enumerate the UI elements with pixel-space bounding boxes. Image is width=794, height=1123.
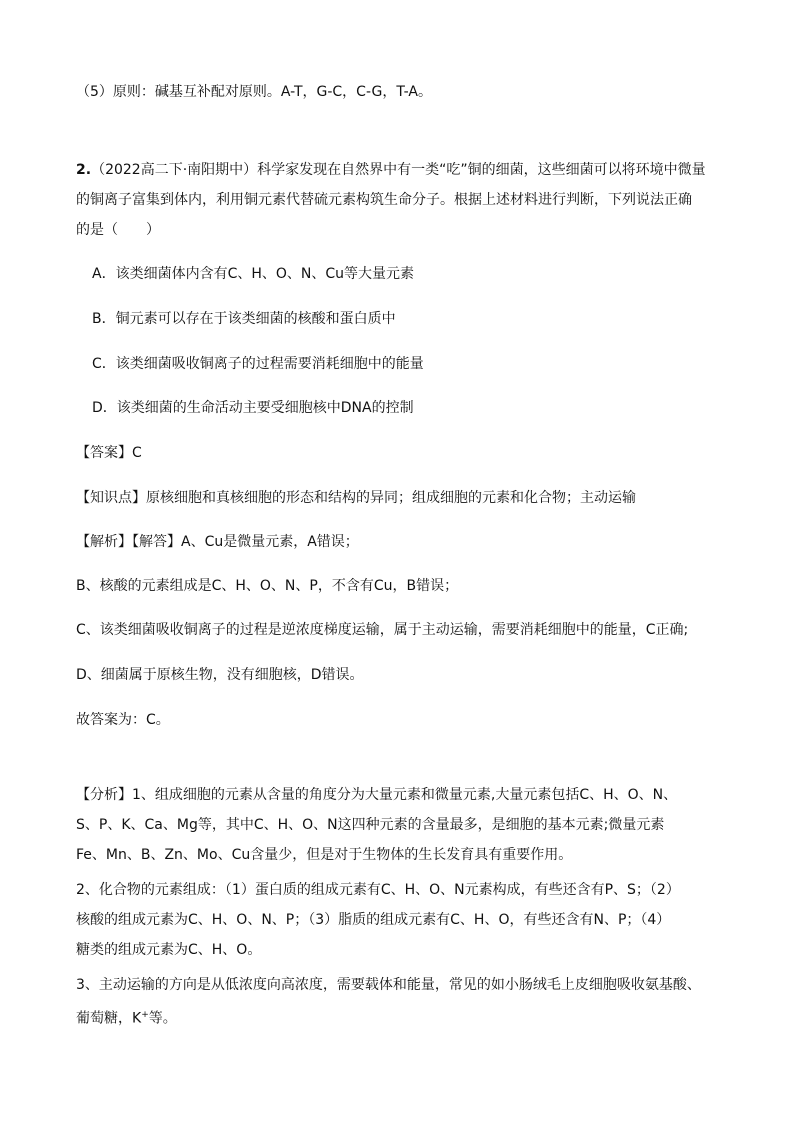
analysis-conclusion: 故答案为：C。 xyxy=(76,712,170,728)
explanation-text-1: 1、组成细胞的元素从含量的角度分为大量元素和微量元素,大量元素包括C、H、O、N、 xyxy=(132,787,678,803)
answer-label: 【答案】 xyxy=(76,445,132,461)
question-stem-text-1: 科学家发现在自然界中有一类“吃”铜的细菌，这些细菌可以将环境中微量 xyxy=(257,162,706,178)
answer-line xyxy=(76,443,142,463)
option-c: C．该类细菌吸收铜离子的过程需要消耗细胞中的能量 xyxy=(92,356,424,372)
option-d: D．该类细菌的生命活动主要受细胞核中DNA的控制 xyxy=(92,400,414,416)
knowledge-value: 原核细胞和真核细胞的形态和结构的异同；组成细胞的元素和化合物；主动运输 xyxy=(146,490,636,506)
explanation-line-5: 核酸的组成元素为C、H、O、N、P；（3）脂质的组成元素有C、H、O，有些还含有N、P；（4） xyxy=(76,912,671,928)
analysis-line-1 xyxy=(76,532,359,552)
knowledge-label: 【知识点】 xyxy=(76,490,146,506)
explanation-label: 【分析】 xyxy=(76,787,132,803)
question-source: （2022高二下·南阳期中） xyxy=(91,162,258,178)
option-b: B．铜元素可以存在于该类细菌的核酸和蛋白质中 xyxy=(92,311,396,327)
analysis-line-d: D、细菌属于原核生物，没有细胞核，D错误。 xyxy=(76,667,364,683)
analysis-label: 【解析】【解答】 xyxy=(76,534,181,550)
answer-value: C xyxy=(132,445,142,461)
question-number: 2 xyxy=(76,162,86,178)
previous-principle-line: （5）原则：碱基互补配对原则。A-T，G-C，C-G，T-A。 xyxy=(76,84,432,100)
explanation-line-6: 糖类的组成元素为C、H、O。 xyxy=(76,942,262,958)
explanation-line-1 xyxy=(76,785,677,805)
explanation-last-end: 等。 xyxy=(148,1010,177,1027)
explanation-last-start: 葡萄糖，K xyxy=(76,1010,142,1027)
analysis-text-a: A、Cu是微量元素，A错误； xyxy=(181,534,359,550)
explanation-line-3: Fe、Mn、B、Zn、Mo、Cu含量少，但是对于生物体的生长发育具有重要作用。 xyxy=(76,847,573,863)
question-stem-line-2: 的铜离子富集到体内，利用铜元素代替硫元素构筑生命分子。根据上述材料进行判断，下列说法正确 xyxy=(76,192,692,208)
question-stem-line-3: 的是（ ） xyxy=(76,222,160,238)
explanation-line-7: 3、主动运输的方向是从低浓度向高浓度，需要载体和能量，常见的如小肠绒毛上皮细胞吸收氨基酸、 xyxy=(76,977,701,993)
analysis-line-c: C、该类细菌吸收铜离子的过程是逆浓度梯度运输，属于主动运输，需要消耗细胞中的能量，C正确; xyxy=(76,622,689,638)
question-number-dot: . xyxy=(85,162,92,178)
knowledge-line xyxy=(76,488,636,508)
explanation-line-8 xyxy=(76,1005,177,1029)
analysis-line-b: B、核酸的元素组成是C、H、O、N、P，不含有Cu，B错误； xyxy=(76,578,459,594)
question-stem-line-1 xyxy=(76,160,706,180)
potassium-charge: + xyxy=(141,1010,149,1020)
explanation-line-2: S、P、K、Ca、Mg等，其中C、H、O、N这四种元素的含量最多，是细胞的基本元素;微量元素 xyxy=(76,817,665,833)
explanation-line-4: 2、化合物的元素组成：（1）蛋白质的组成元素有C、H、O、N元素构成，有些还含有P、S；（2） xyxy=(76,882,680,898)
option-a: A．该类细菌体内含有C、H、O、N、Cu等大量元素 xyxy=(92,266,415,282)
